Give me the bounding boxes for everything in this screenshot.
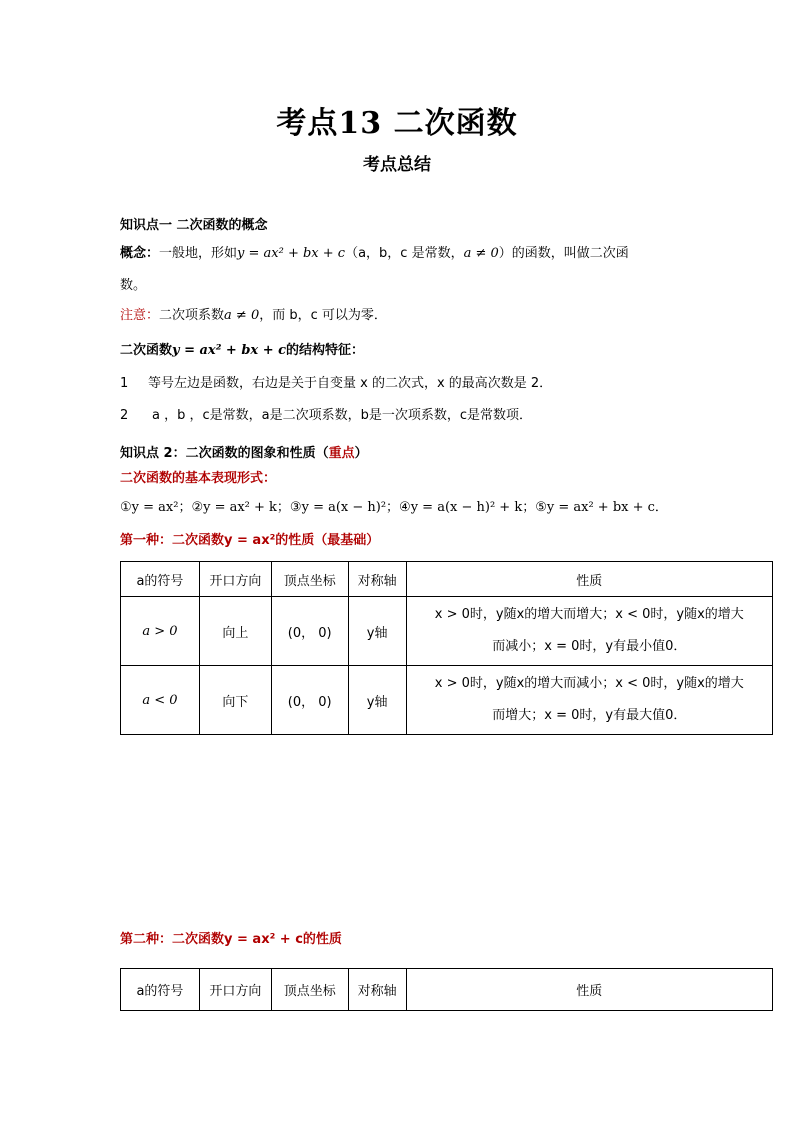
concept-condition: a ≠ 0 bbox=[463, 246, 499, 261]
type1-heading: 第一种：二次函数y = ax²的性质（最基础） bbox=[120, 533, 380, 548]
properties-table-1 bbox=[120, 561, 773, 735]
property-text: x > 0时，y随x的增大而增大；x < 0时，y随x的增大 bbox=[434, 607, 744, 622]
table-row bbox=[121, 597, 773, 666]
note-text-b: ，而 b，c 可以为零． bbox=[259, 308, 387, 323]
sign-cell: a < 0 bbox=[121, 666, 200, 735]
axis-cell: y轴 bbox=[348, 597, 406, 666]
structure-heading-a: 二次函数 bbox=[120, 343, 173, 358]
page-title: 考点13 二次函数 bbox=[276, 106, 518, 141]
forms-line: ①y = ax²；②y = ax² + k；③y = a(x − h)²；④y = a(x − h)² + k；⑤y = ax² + bx + c． bbox=[120, 500, 668, 515]
header-cell: 对称轴 bbox=[348, 969, 406, 1011]
structure-heading-b: 的结构特征： bbox=[286, 343, 365, 358]
note-condition: a ≠ 0 bbox=[224, 308, 260, 323]
forms-heading: 二次函数的基本表现形式： bbox=[120, 471, 277, 486]
concept-label: 概念： bbox=[120, 246, 160, 261]
table-header-row bbox=[121, 969, 773, 1011]
property-text: 而减小；x = 0时，y有最小值0． bbox=[492, 639, 687, 654]
type2-heading: 第二种：二次函数y = ax² + c的性质 bbox=[120, 932, 342, 947]
direction-cell: 向上 bbox=[199, 597, 271, 666]
structure-heading bbox=[120, 342, 364, 360]
section2-heading-b: ） bbox=[354, 446, 368, 461]
list-item-text: 等号左边是函数，右边是关于自变量 x 的二次式，x 的最高次数是 2． bbox=[148, 376, 553, 391]
sign-cell: a > 0 bbox=[121, 597, 200, 666]
section2-heading-a: 知识点 2：二次函数的图象和性质（ bbox=[120, 446, 329, 461]
header-cell: a的符号 bbox=[121, 969, 200, 1011]
list-item-number: 2 bbox=[120, 408, 129, 423]
page-subtitle: 考点总结 bbox=[363, 155, 431, 175]
concept-text-a: 一般地，形如 bbox=[159, 246, 238, 261]
property-cell bbox=[406, 597, 772, 666]
section1-heading: 知识点一 二次函数的概念 bbox=[120, 218, 268, 233]
property-text: 而增大；x = 0时，y有最大值0． bbox=[492, 708, 687, 723]
vertex-cell: (0， 0) bbox=[271, 597, 348, 666]
concept-formula: y = ax² + bx + c bbox=[237, 246, 346, 261]
property-cell bbox=[406, 666, 772, 735]
note-text-a: 二次项系数 bbox=[159, 308, 225, 323]
vertex-cell: (0， 0) bbox=[271, 666, 348, 735]
properties-table-2 bbox=[120, 968, 773, 1011]
header-cell: a的符号 bbox=[121, 562, 200, 597]
concept-text-c: ）的函数，叫做二次函 bbox=[498, 246, 629, 261]
concept-line-2: 数。 bbox=[120, 278, 147, 293]
section2-heading-key: 重点 bbox=[328, 446, 355, 461]
note-label: 注意： bbox=[120, 308, 160, 323]
header-cell: 性质 bbox=[406, 969, 772, 1011]
concept-line bbox=[120, 245, 629, 263]
note-line bbox=[120, 307, 387, 325]
header-cell: 开口方向 bbox=[199, 562, 271, 597]
property-text: x > 0时，y随x的增大而减小；x < 0时，y随x的增大 bbox=[434, 676, 744, 691]
list-item-number: 1 bbox=[120, 376, 129, 391]
header-cell: 开口方向 bbox=[199, 969, 271, 1011]
list-item-text: a ，b ，c是常数，a是二次项系数，b是一次项系数，c是常数项． bbox=[152, 408, 532, 423]
header-cell: 性质 bbox=[406, 562, 772, 597]
concept-text-b: （a，b，c 是常数， bbox=[345, 246, 464, 261]
header-cell: 顶点坐标 bbox=[271, 969, 348, 1011]
direction-cell: 向下 bbox=[199, 666, 271, 735]
header-cell: 对称轴 bbox=[348, 562, 406, 597]
table-row bbox=[121, 666, 773, 735]
section2-heading bbox=[120, 445, 368, 463]
axis-cell: y轴 bbox=[348, 666, 406, 735]
list-item bbox=[120, 375, 552, 393]
list-item bbox=[120, 407, 532, 425]
structure-formula: y = ax² + bx + c bbox=[172, 343, 287, 358]
table-header-row bbox=[121, 562, 773, 597]
header-cell: 顶点坐标 bbox=[271, 562, 348, 597]
